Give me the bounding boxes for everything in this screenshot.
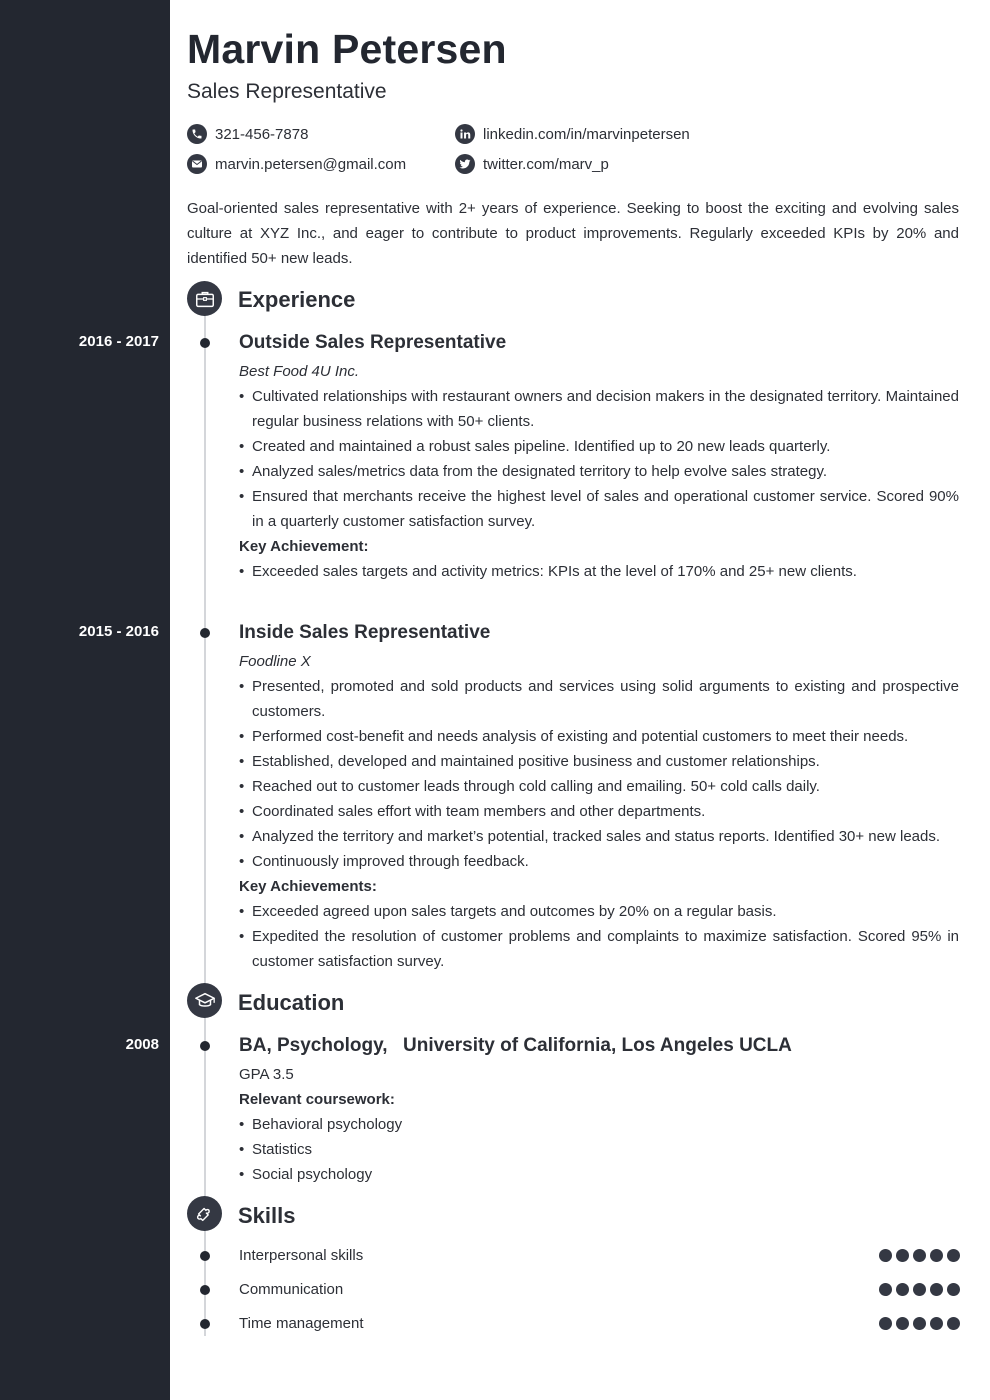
rating-dot (879, 1249, 892, 1262)
puzzle-icon (194, 1203, 216, 1225)
list-item: • Exceeded sales targets and activity metrics: KPIs at the level of 170% and 25+ new clients. (239, 559, 959, 584)
job-1-company: Best Food 4U Inc. (239, 363, 360, 380)
education-degree: BA, Psychology, (239, 1035, 388, 1056)
sidebar (0, 0, 170, 1400)
contact-email[interactable] (187, 154, 406, 174)
email-link[interactable]: marvin.petersen@gmail.com (215, 155, 407, 173)
linkedin-link[interactable]: linkedin.com/in/marvinpetersen (483, 125, 690, 143)
job-2-timeline-dot (200, 628, 210, 638)
skill-1-rating (879, 1249, 960, 1262)
rating-dot (913, 1249, 926, 1262)
skills-heading: Skills (238, 1203, 296, 1228)
job-1-timeline-dot (200, 338, 210, 348)
education-school: University of California, Los Angeles UCLA (403, 1035, 792, 1056)
job-2-company: Foodline X (239, 653, 311, 670)
job-1-dates: 2016 - 2017 (78, 333, 159, 350)
phone-text: 321-456-7878 (215, 125, 309, 143)
list-item: • Cultivated relationships with restaurant owners and decision makers in the designated territory. Maintained regular business relations with 50+ clients. (239, 384, 959, 434)
twitter-icon (455, 154, 475, 174)
rating-dot (896, 1317, 909, 1330)
education-timeline-dot (200, 1041, 210, 1051)
list-item: • Continuously improved through feedback. (239, 849, 959, 874)
skill-3-name: Time management (239, 1315, 364, 1332)
experience-heading: Experience (238, 287, 356, 312)
rating-dot (947, 1283, 960, 1296)
candidate-title: Sales Representative (187, 80, 387, 103)
skill-1-timeline-dot (200, 1251, 210, 1261)
graduation-cap-icon (194, 990, 216, 1012)
rating-dot (913, 1317, 926, 1330)
skill-2-name: Communication (239, 1281, 344, 1298)
list-item: • Analyzed sales/metrics data from the designated territory to help evolve sales strategy. (239, 459, 959, 484)
skill-2-rating (879, 1283, 960, 1296)
list-item: • Presented, promoted and sold products and services using solid arguments to existing and prospective customers. (239, 674, 959, 724)
list-item: • Social psychology (239, 1162, 959, 1187)
list-item: • Performed cost-benefit and needs analysis of existing and potential customers to meet their needs. (239, 724, 959, 749)
briefcase-icon (194, 288, 216, 310)
skills-section-icon (187, 1196, 222, 1231)
list-item: • Ensured that merchants receive the highest level of sales and operational customer service. Scored 90% in a quarterly customer satisfaction survey. (239, 484, 959, 534)
linkedin-icon (455, 124, 475, 144)
rating-dot (879, 1317, 892, 1330)
rating-dot (879, 1283, 892, 1296)
candidate-name: Marvin Petersen (187, 26, 507, 72)
job-1-responsibilities (239, 384, 959, 534)
list-item: • Exceeded agreed upon sales targets and outcomes by 20% on a regular basis. (239, 899, 959, 924)
coursework-label: Relevant coursework: (239, 1091, 395, 1108)
skill-3-rating (879, 1317, 960, 1330)
job-2-responsibilities (239, 674, 959, 874)
contact-twitter[interactable] (455, 154, 609, 174)
coursework-list (239, 1112, 959, 1187)
rating-dot (896, 1249, 909, 1262)
education-heading: Education (238, 990, 345, 1015)
rating-dot (947, 1317, 960, 1330)
profile-summary: Goal-oriented sales representative with 2+ years of experience. Seeking to boost the exciting and evolving sales culture at XYZ Inc., and eager to contribute to product improvements. Regularly exceeded KPIs by 20% and identified 50+ new leads. (187, 200, 959, 267)
job-2-achievements (239, 899, 959, 974)
skill-2-timeline-dot (200, 1285, 210, 1295)
job-1-achievements (239, 559, 959, 584)
list-item: • Analyzed the territory and market’s potential, tracked sales and status reports. Identified 30+ new leads. (239, 824, 959, 849)
skill-1-name: Interpersonal skills (239, 1247, 364, 1264)
rating-dot (913, 1283, 926, 1296)
job-2-title: Inside Sales Representative (239, 622, 491, 643)
experience-section-icon (187, 281, 222, 316)
envelope-icon (187, 154, 207, 174)
rating-dot (930, 1317, 943, 1330)
job-1-title: Outside Sales Representative (239, 332, 507, 353)
skill-3-timeline-dot (200, 1319, 210, 1329)
phone-icon (187, 124, 207, 144)
list-item: • Expedited the resolution of customer problems and complaints to maximize satisfaction. Scored 95% in customer satisfaction survey. (239, 924, 959, 974)
education-section-icon (187, 983, 222, 1018)
list-item: • Behavioral psychology (239, 1112, 959, 1137)
list-item: • Reached out to customer leads through cold calling and emailing. 50+ cold calls daily. (239, 774, 959, 799)
education-gpa: GPA 3.5 (239, 1066, 294, 1083)
job-1-achievements-label: Key Achievement: (239, 538, 369, 555)
job-2-dates: 2015 - 2016 (78, 623, 159, 640)
rating-dot (947, 1249, 960, 1262)
rating-dot (930, 1249, 943, 1262)
timeline-line (204, 300, 206, 1336)
list-item: • Coordinated sales effort with team members and other departments. (239, 799, 959, 824)
rating-dot (930, 1283, 943, 1296)
list-item: • Statistics (239, 1137, 959, 1162)
twitter-link[interactable]: twitter.com/marv_p (483, 155, 609, 173)
list-item: • Created and maintained a robust sales pipeline. Identified up to 20 new leads quarterly. (239, 434, 959, 459)
list-item: • Established, developed and maintained positive business and customer relationships. (239, 749, 959, 774)
contact-linkedin[interactable] (455, 124, 690, 144)
job-2-achievements-label: Key Achievements: (239, 878, 377, 895)
education-year: 2008 (125, 1036, 159, 1053)
contact-phone (187, 124, 308, 144)
rating-dot (896, 1283, 909, 1296)
